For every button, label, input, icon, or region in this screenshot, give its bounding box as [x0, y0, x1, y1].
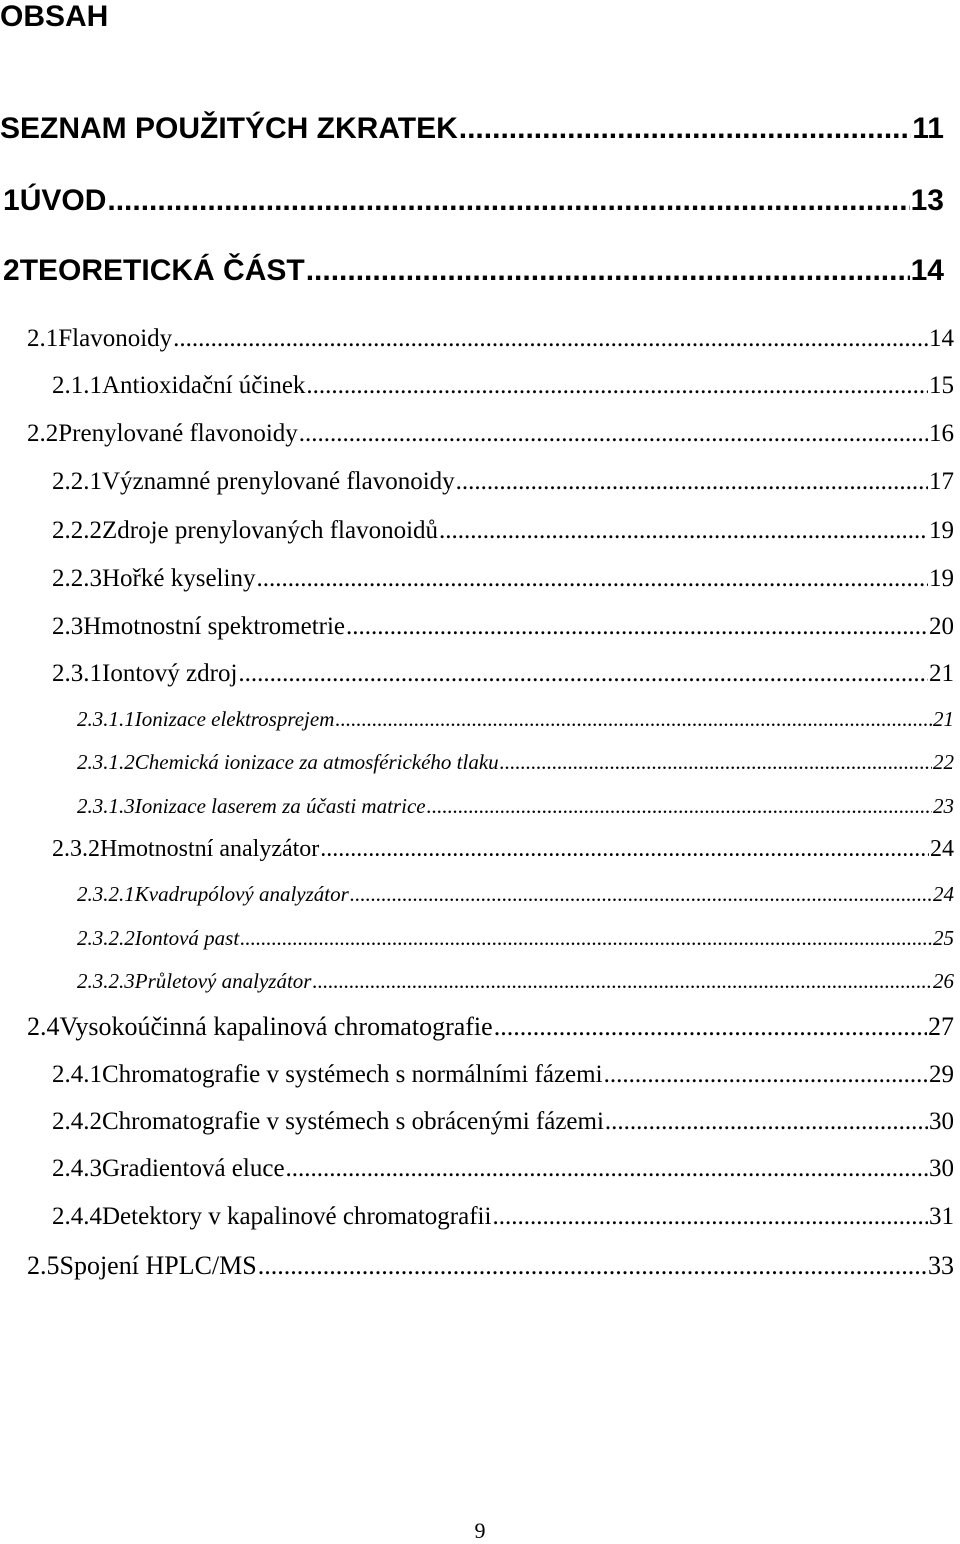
toc-entry-title: Průletový analyzátor — [134, 969, 312, 993]
toc-entry-number: 2.3.2.2 — [77, 926, 135, 950]
toc-entry-title: SEZNAM POUŽITÝCH ZKRATEK — [0, 112, 458, 145]
toc-entry-number: 2.3.2.3 — [77, 969, 135, 993]
toc-entry-2-3[interactable] — [52, 613, 954, 641]
toc-leader-dots — [605, 1108, 928, 1136]
toc-entry-number: 2.1 — [27, 325, 59, 352]
toc-entry-2-3-2-2[interactable] — [77, 926, 954, 951]
toc-entry-title: Hmotnostní analyzátor — [100, 836, 320, 862]
toc-entry-page: 15 — [929, 372, 954, 399]
toc-entry-2-2-2[interactable] — [52, 517, 954, 545]
toc-entry-number: 2.5 — [27, 1251, 60, 1280]
toc-entry-page: 33 — [928, 1251, 954, 1280]
toc-entry-page: 24 — [933, 882, 954, 906]
toc-entry-page: 19 — [929, 517, 954, 544]
toc-entry-page: 30 — [929, 1108, 954, 1135]
toc-leader-dots — [335, 707, 932, 732]
toc-entry-2-4-1[interactable] — [52, 1061, 954, 1089]
toc-leader-dots — [492, 1203, 928, 1231]
toc-entry-2-3-1-1[interactable] — [77, 707, 954, 732]
toc-entry-page: 31 — [929, 1203, 954, 1230]
toc-entry-2-4-2[interactable] — [52, 1108, 954, 1136]
toc-leader-dots — [256, 565, 928, 593]
toc-entry-title: Hořké kyseliny — [102, 565, 256, 592]
toc-leader-dots — [320, 836, 929, 863]
toc-entry-title: Spojení HPLC/MS — [59, 1251, 257, 1280]
toc-entry-title: Významné prenylované flavonoidy — [102, 468, 455, 495]
toc-leader-dots — [107, 184, 909, 218]
toc-entry-2-3-1-3[interactable] — [77, 794, 954, 819]
toc-entry-title: Iontová past — [134, 926, 240, 950]
toc-entry-abbreviations[interactable] — [0, 112, 944, 146]
toc-entry-page: 13 — [910, 184, 944, 217]
toc-entry-number: 2.4.1 — [52, 1061, 102, 1088]
toc-entry-page: 14 — [929, 325, 954, 352]
toc-entry-2-5[interactable] — [27, 1251, 954, 1281]
toc-entry-number: 2 — [3, 254, 20, 287]
toc-entry-page: 30 — [929, 1155, 954, 1182]
toc-leader-dots — [604, 1061, 928, 1089]
toc-entry-title: Chemická ionizace za atmosférického tlaku — [134, 750, 499, 774]
toc-entry-page: 29 — [929, 1061, 954, 1088]
toc-leader-dots — [240, 926, 932, 951]
toc-entry-2-4[interactable] — [27, 1012, 954, 1042]
toc-entry-page: 22 — [933, 750, 954, 774]
toc-entry-2-3-1[interactable] — [52, 660, 954, 688]
toc-leader-dots — [286, 1155, 928, 1183]
toc-entry-title: Ionizace elektrosprejem — [134, 707, 335, 731]
toc-entry-title: Vysokoúčinná kapalinová chromatografie — [59, 1012, 493, 1041]
toc-entry-2-2[interactable] — [27, 420, 954, 448]
toc-entry-2-4-3[interactable] — [52, 1155, 954, 1183]
toc-leader-dots — [306, 372, 928, 400]
toc-entry-title: TEORETICKÁ ČÁST — [19, 254, 305, 287]
toc-entry-number: 2.2.1 — [52, 468, 102, 495]
toc-entry-page: 16 — [929, 420, 954, 447]
toc-leader-dots — [500, 750, 932, 775]
toc-entry-title: Flavonoidy — [58, 325, 173, 352]
toc-entry-2-3-1-2[interactable] — [77, 750, 954, 775]
toc-entry-title: Antioxidační účinek — [102, 372, 306, 399]
toc-entry-2[interactable] — [3, 254, 944, 288]
toc-leader-dots — [350, 882, 932, 907]
toc-entry-number: 2.2 — [27, 420, 59, 447]
toc-entry-page: 11 — [912, 112, 944, 145]
toc-leader-dots — [494, 1012, 927, 1042]
toc-entry-page: 27 — [928, 1012, 954, 1041]
toc-entry-number: 1 — [3, 184, 20, 217]
toc-entry-title: Zdroje prenylovaných flavonoidů — [102, 517, 439, 544]
toc-entry-number: 2.3.2.1 — [77, 882, 135, 906]
toc-heading: OBSAH — [0, 0, 109, 33]
toc-leader-dots — [456, 468, 928, 496]
toc-entry-2-1-1[interactable] — [52, 372, 954, 400]
toc-entry-number: 2.3.1.3 — [77, 794, 135, 818]
toc-entry-title: Chromatografie v systémech s normálními fázemi — [102, 1061, 603, 1088]
toc-entry-page: 20 — [929, 613, 954, 640]
toc-entry-number: 2.3.1 — [52, 660, 102, 687]
toc-entry-number: 2.3.2 — [52, 836, 100, 862]
toc-entry-title: Ionizace laserem za účasti matrice — [134, 794, 426, 818]
toc-entry-page: 26 — [933, 969, 954, 993]
toc-entry-number: 2.1.1 — [52, 372, 102, 399]
toc-leader-dots — [459, 112, 912, 146]
toc-entry-title: ÚVOD — [19, 184, 107, 217]
toc-leader-dots — [238, 660, 928, 688]
toc-entry-2-3-2-3[interactable] — [77, 969, 954, 994]
toc-entry-number: 2.3.1.1 — [77, 707, 135, 731]
toc-entry-2-3-2[interactable] — [52, 836, 954, 863]
toc-entry-number: 2.3 — [52, 613, 84, 640]
toc-entry-page: 25 — [933, 926, 954, 950]
toc-leader-dots — [312, 969, 932, 994]
toc-leader-dots — [439, 517, 928, 545]
toc-entry-2-1[interactable] — [27, 325, 954, 353]
toc-entry-title: Chromatografie v systémech s obrácenými fázemi — [102, 1108, 604, 1135]
toc-entry-title: Hmotnostní spektrometrie — [83, 613, 346, 640]
toc-entry-title: Iontový zdroj — [102, 660, 238, 687]
toc-entry-page: 19 — [929, 565, 954, 592]
toc-entry-page: 24 — [930, 836, 954, 862]
toc-entry-2-2-1[interactable] — [52, 468, 954, 496]
toc-leader-dots — [427, 794, 932, 819]
toc-entry-page: 23 — [933, 794, 954, 818]
toc-leader-dots — [258, 1251, 927, 1281]
toc-entry-page: 14 — [910, 254, 944, 287]
toc-entry-title: Gradientová eluce — [102, 1155, 285, 1182]
toc-entry-2-2-3[interactable] — [52, 565, 954, 593]
toc-entry-page: 21 — [933, 707, 954, 731]
toc-entry-number: 2.4 — [27, 1012, 60, 1041]
toc-entry-title: Kvadrupólový analyzátor — [134, 882, 349, 906]
toc-leader-dots — [299, 420, 928, 448]
toc-entry-number: 2.2.3 — [52, 565, 102, 592]
toc-leader-dots — [173, 325, 928, 353]
toc-entry-number: 2.4.4 — [52, 1203, 102, 1230]
toc-entry-page: 17 — [929, 468, 954, 495]
toc-entry-1[interactable] — [3, 184, 944, 218]
toc-entry-number: 2.2.2 — [52, 517, 102, 544]
toc-leader-dots — [306, 254, 910, 288]
page-number: 9 — [474, 1518, 486, 1543]
toc-entry-title: Prenylované flavonoidy — [58, 420, 298, 447]
toc-entry-title: Detektory v kapalinové chromatografii — [102, 1203, 492, 1230]
toc-entry-number: 2.3.1.2 — [77, 750, 135, 774]
toc-entry-2-3-2-1[interactable] — [77, 882, 954, 907]
toc-entry-page: 21 — [929, 660, 954, 687]
toc-entry-number: 2.4.2 — [52, 1108, 102, 1135]
toc-leader-dots — [346, 613, 928, 641]
toc-entry-2-4-4[interactable] — [52, 1203, 954, 1231]
toc-entry-number: 2.4.3 — [52, 1155, 102, 1182]
